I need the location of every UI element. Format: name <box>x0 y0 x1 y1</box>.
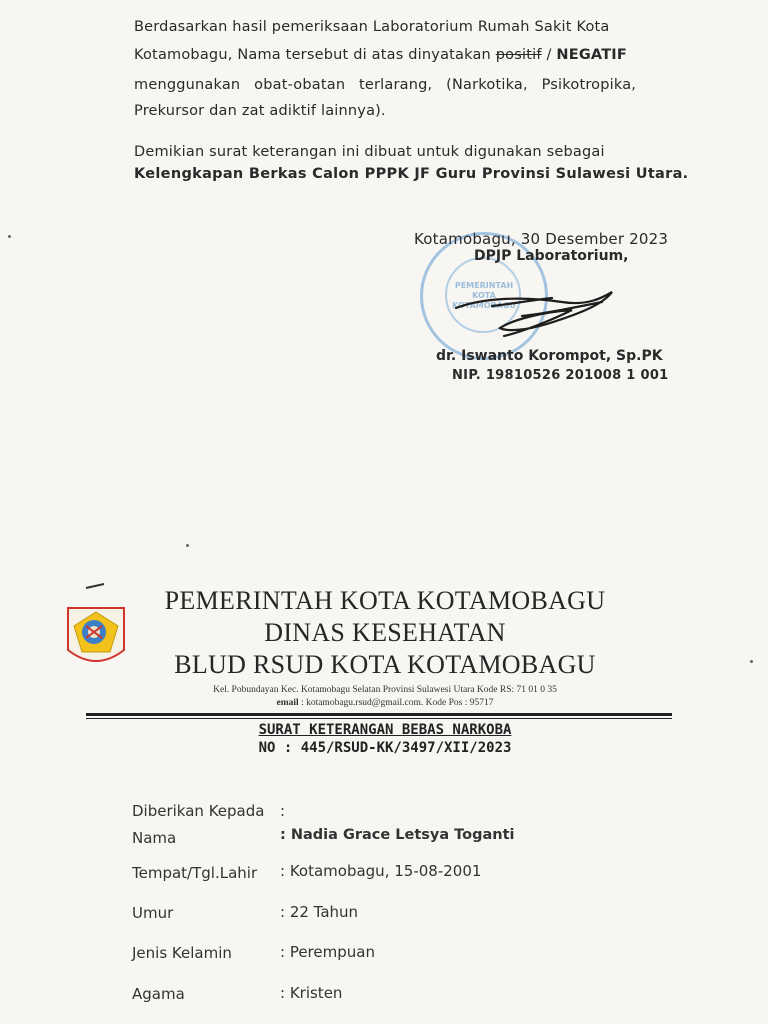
document-title: SURAT KETERANGAN BEBAS NARKOBA <box>258 722 512 738</box>
letterhead-department: DINAS KESEHATAN <box>264 618 506 647</box>
field-label-religion: Agama <box>132 985 185 1003</box>
email-value: : kotamobagu.rsud@gmail.com. Kode Pos : 95717 <box>298 698 494 708</box>
scan-speck <box>750 660 753 663</box>
letterhead-contact <box>150 698 620 708</box>
signatory-nip: NIP. 19810526 201008 1 001 <box>452 368 669 383</box>
signatory-name: dr. Iswanto Korompot, Sp.PK <box>436 348 663 364</box>
paragraph-line-3: menggunakan obat-obatan terlarang, (Narkotika, Psikotropika, <box>134 77 637 93</box>
paragraph-line-1: Berdasarkan hasil pemeriksaan Laboratorium Rumah Sakit Kota <box>134 19 610 35</box>
email-label: email <box>276 698 299 708</box>
field-value-religion: : Kristen <box>280 984 343 1002</box>
scan-speck <box>8 235 11 238</box>
recipient-intro-colon: : <box>280 802 286 820</box>
stamp-text: PEMERINTAH KOTA KOTAMOBAGU <box>452 281 516 310</box>
recipient-intro-label: Diberikan Kepada <box>132 802 265 820</box>
field-value-age: : 22 Tahun <box>280 903 359 921</box>
signature-place-date: Kotamobagu, 30 Desember 2023 <box>414 230 669 248</box>
letterhead-government: PEMERINTAH KOTA KOTAMOBAGU <box>164 586 606 615</box>
scan-speck <box>186 544 189 547</box>
document-number: NO : 445/RSUD-KK/3497/XII/2023 <box>258 740 512 756</box>
field-label-name: Nama <box>132 829 177 847</box>
separator: / <box>541 47 557 63</box>
closing-line-1: Demikian surat keterangan ini dibuat untuk digunakan sebagai <box>134 144 605 160</box>
paragraph-line-2 <box>134 42 674 69</box>
field-value-gender: : Perempuan <box>280 943 375 961</box>
struck-positive: positif <box>495 47 542 63</box>
field-label-birth: Tempat/Tgl.Lahir <box>132 864 258 882</box>
result-negative: NEGATIF <box>556 47 628 63</box>
field-label-age: Umur <box>132 904 174 922</box>
paragraph-line-2-text: Kotamobagu, Nama tersebut di atas dinyatakan <box>134 47 496 63</box>
letterhead-rule-thick <box>86 713 672 716</box>
signature-role: DPJP Laboratorium, <box>474 248 629 264</box>
city-logo-icon <box>64 580 128 676</box>
field-value-birth: : Kotamobagu, 15-08-2001 <box>280 862 482 880</box>
letterhead-rule-thin <box>86 718 672 719</box>
letterhead-hospital: BLUD RSUD KOTA KOTAMOBAGU <box>174 650 596 679</box>
closing-line-2: Kelengkapan Berkas Calon PPPK JF Guru Provinsi Sulawesi Utara. <box>134 166 689 182</box>
handwritten-signature <box>452 276 632 346</box>
field-label-gender: Jenis Kelamin <box>132 944 232 962</box>
paragraph-line-4: Prekursor dan zat adiktif lainnya). <box>134 103 386 119</box>
field-value-name: : Nadia Grace Letsya Toganti <box>280 827 515 843</box>
letterhead-address: Kel. Pobundayan Kec. Kotamobagu Selatan Provinsi Sulawesi Utara Kode RS: 71 01 0 35 <box>213 685 557 695</box>
